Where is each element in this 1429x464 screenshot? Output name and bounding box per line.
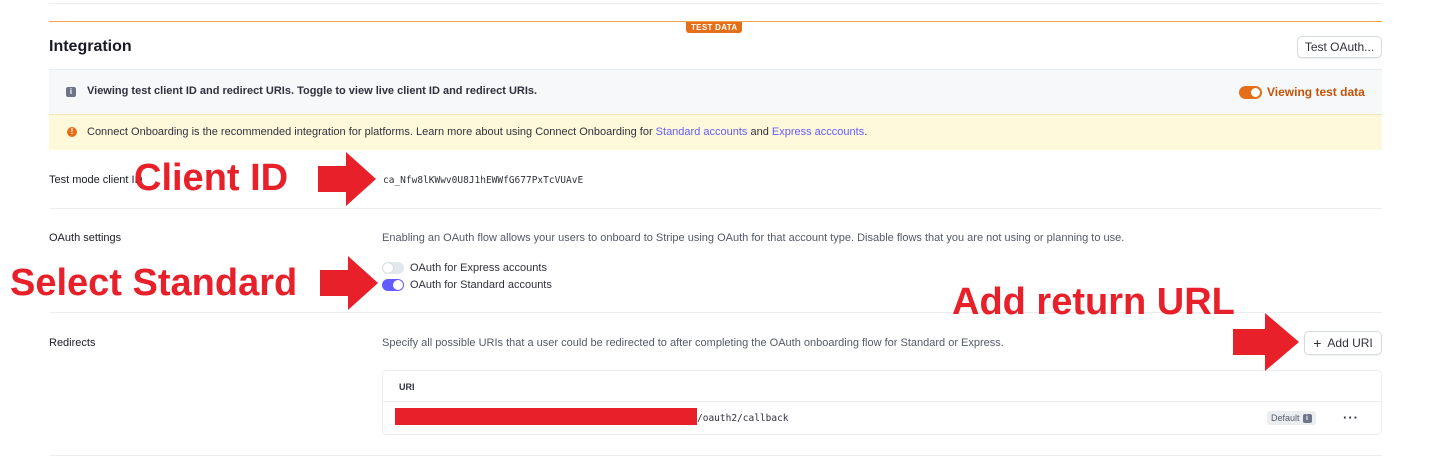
info-icon: i [1303, 414, 1312, 423]
default-badge [1267, 411, 1316, 425]
oauth-express-label: OAuth for Express accounts [410, 262, 547, 274]
client-id-label: Test mode client ID [49, 174, 143, 186]
oauth-standard-option[interactable] [382, 279, 552, 291]
annotation-select-standard: Select Standard [10, 262, 298, 304]
plus-icon: + [1313, 335, 1322, 351]
warning-text-mid: and [747, 126, 772, 138]
section-title: Integration [49, 38, 132, 55]
warning-text-before: Connect Onboarding is the recommended integration for platforms. Learn more about using Connect Onboarding for [87, 126, 656, 138]
top-divider [49, 0, 1382, 4]
warning-banner [49, 114, 1382, 150]
oauth-standard-toggle[interactable] [382, 279, 404, 291]
row-divider [49, 208, 1382, 209]
redacted-uri-prefix [395, 408, 697, 425]
more-actions-icon[interactable]: ··· [1343, 410, 1359, 425]
info-banner [49, 69, 1382, 114]
redirects-description: Specify all possible URIs that a user could be redirected to after completing the OAuth onboarding flow for Standard or Express. [382, 337, 1004, 349]
viewing-test-data-label[interactable]: Viewing test data [1267, 85, 1365, 99]
standard-accounts-link[interactable]: Standard accounts [655, 126, 748, 138]
oauth-settings-label: OAuth settings [49, 232, 122, 244]
express-accounts-link[interactable]: Express acccounts [771, 126, 865, 138]
warning-icon: ! [67, 127, 77, 137]
oauth-standard-label: OAuth for Standard accounts [410, 279, 552, 291]
test-data-badge: TEST DATA [686, 22, 742, 33]
arrow-right-icon [318, 152, 376, 206]
arrow-right-icon [320, 256, 378, 310]
test-oauth-button[interactable]: Test OAuth... [1297, 36, 1382, 58]
client-id-value[interactable]: ca_Nfw8lKWwv0U8J1hEWWfG677PxTcVUAvE [383, 175, 584, 186]
warning-text-after: . [864, 126, 868, 138]
bottom-divider [49, 455, 1382, 456]
default-badge-label: Default [1271, 413, 1300, 423]
add-uri-button[interactable] [1304, 331, 1382, 355]
redirects-label: Redirects [49, 337, 96, 349]
uri-value[interactable]: /oauth2/callback [697, 413, 789, 424]
annotation-client-id: Client ID [134, 157, 289, 199]
oauth-express-toggle[interactable] [382, 262, 404, 274]
add-uri-label: Add URI [1327, 336, 1373, 350]
warning-text [87, 126, 867, 138]
table-header-divider [383, 401, 1381, 402]
info-icon: i [66, 87, 76, 97]
uri-table [382, 370, 1382, 435]
arrow-right-icon [1233, 313, 1299, 371]
oauth-description: Enabling an OAuth flow allows your users to onboard to Stripe using OAuth for that account type. Disable flows that you are not using or planning to use. [382, 232, 1125, 244]
uri-column-header: URI [399, 382, 415, 392]
info-banner-text: Viewing test client ID and redirect URIs. Toggle to view live client ID and redirect URIs. [87, 85, 538, 97]
oauth-express-option[interactable] [382, 262, 547, 274]
view-test-data-toggle[interactable] [1239, 86, 1262, 99]
annotation-add-return-url: Add return URL [952, 281, 1235, 323]
